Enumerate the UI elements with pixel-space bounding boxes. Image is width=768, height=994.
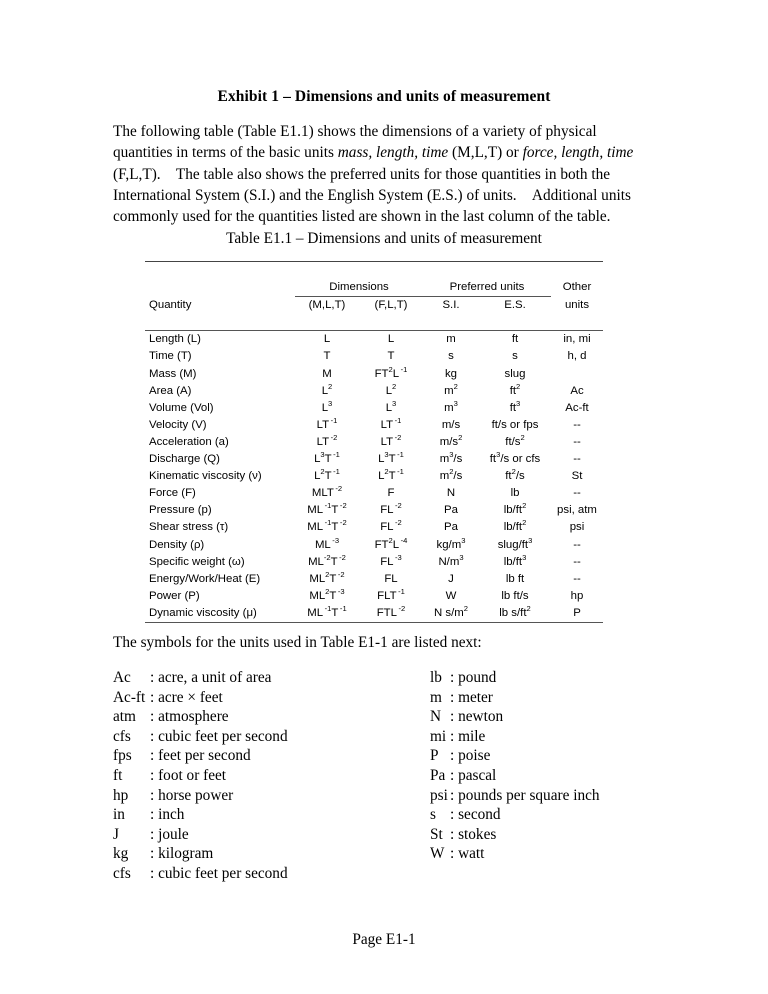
table-row xyxy=(145,400,603,417)
cell-other-units: Ac-ft xyxy=(565,401,589,414)
cell-quantity: Velocity (V) xyxy=(149,418,207,431)
symbol-list-item xyxy=(430,844,600,864)
symbol-definition: : atmosphere xyxy=(150,707,229,727)
cell-dimension-flt: FTL $^{-2}$ xyxy=(376,604,406,619)
header-other-units-line1: Other xyxy=(562,281,592,294)
table-row xyxy=(145,331,603,349)
table-row xyxy=(145,605,603,623)
exponent: -2 xyxy=(394,433,402,443)
table-row xyxy=(145,348,603,365)
table-row xyxy=(145,502,603,519)
symbol-definition: : inch xyxy=(150,805,184,825)
symbol-list-item xyxy=(113,805,288,825)
header-si: S.I. xyxy=(442,298,460,311)
exponent: 3 xyxy=(461,535,466,545)
cell-unit-es: $lb/ft^2$ xyxy=(503,501,527,517)
exponent: 2 xyxy=(328,381,333,391)
cell-dimension-mlt: $L^2T$ $^{-1}$ xyxy=(314,467,340,483)
symbol-list-item xyxy=(113,746,288,766)
cell-quantity: Energy/Work/Heat (E) xyxy=(149,572,261,585)
table-header xyxy=(145,262,603,331)
exponent: 2 xyxy=(463,604,468,614)
cell-dimension-mlt: $ML^{-2}T$ $^{-2}$ xyxy=(308,552,346,568)
symbol-definition: : stokes xyxy=(450,825,496,845)
cell-quantity: Discharge (Q) xyxy=(149,453,220,466)
cell-dimension-flt: T xyxy=(387,350,395,363)
exponent: 2 xyxy=(522,501,527,511)
header-other-units-line2: units xyxy=(564,298,590,311)
table-body xyxy=(145,331,603,623)
symbol-list-item xyxy=(113,864,288,884)
cell-dimension-flt: FL $^{-3}$ xyxy=(380,552,402,568)
dimensions-table xyxy=(145,261,603,640)
symbol-key: N xyxy=(430,708,442,726)
exponent: -2 xyxy=(323,552,331,562)
symbol-key: cfs xyxy=(113,727,131,745)
cell-unit-es: slug/$ft^3$ xyxy=(497,535,533,551)
exponent: 3 xyxy=(528,535,533,545)
cell-other-units: P xyxy=(573,606,581,619)
cell-other-units: -- xyxy=(573,453,581,466)
header-es: E.S. xyxy=(504,298,526,311)
page-title: Exhibit 1 – Dimensions and units of measurement xyxy=(217,88,551,105)
symbol-list-item xyxy=(430,766,600,786)
symbol-list-item xyxy=(430,786,600,806)
cell-dimension-mlt: ML $^{-3}$ xyxy=(314,535,340,551)
symbol-list-item xyxy=(113,844,288,864)
exponent: 2 xyxy=(388,535,393,545)
exponent: -1 xyxy=(394,416,402,426)
cell-dimension-flt: L xyxy=(387,333,395,346)
exponent: 3 xyxy=(522,552,527,562)
cell-quantity: Dynamic viscosity (μ) xyxy=(149,606,257,619)
header-preferred-units: Preferred units xyxy=(423,279,551,297)
exponent: -1 xyxy=(324,501,332,511)
symbol-definition: : pound xyxy=(450,668,496,688)
table-row xyxy=(145,537,603,554)
symbol-definition: : kilogram xyxy=(150,844,213,864)
table-row xyxy=(145,451,603,468)
cell-other-units: in, mi xyxy=(563,333,591,346)
cell-dimension-mlt: $ML^2T$ $^{-3}$ xyxy=(309,586,345,602)
intro-text-2: (M,L,T) or xyxy=(448,144,523,162)
symbol-key: atm xyxy=(113,708,136,726)
cell-unit-es: $ft/s^2$ xyxy=(505,433,525,448)
symbol-definition: : cubic feet per second xyxy=(150,727,288,747)
intro-italic-mlt: mass, length, time xyxy=(337,144,449,162)
symbol-key: fps xyxy=(113,747,132,765)
symbol-key: P xyxy=(430,747,439,765)
symbols-list-left xyxy=(113,668,288,884)
symbol-definition: : second xyxy=(450,805,501,825)
symbol-definition: : pounds per square inch xyxy=(450,786,600,806)
symbol-key: ft xyxy=(113,766,123,784)
cell-other-units: Ac xyxy=(570,384,584,397)
cell-quantity: Time (T) xyxy=(149,350,192,363)
cell-unit-si: Pa xyxy=(444,504,458,517)
cell-unit-si: kg xyxy=(444,367,458,380)
symbol-list-item xyxy=(430,707,600,727)
table-row xyxy=(145,468,603,485)
exponent: 3 xyxy=(384,450,389,460)
exponent: 3 xyxy=(320,450,325,460)
exponent: 2 xyxy=(516,381,521,391)
cell-unit-es: $ft^3$ xyxy=(509,398,521,414)
cell-other-units: -- xyxy=(573,487,581,500)
header-mlt: (M,L,T) xyxy=(308,298,346,311)
intro-text-1: The following table (Table E1.1) shows the dimensions of a variety of physical quantities in terms of the basic units xyxy=(113,123,597,162)
table-row xyxy=(145,588,603,605)
symbol-key: lb xyxy=(430,669,442,686)
symbol-key: W xyxy=(430,845,445,863)
table-row xyxy=(145,434,603,451)
cell-quantity: Area (A) xyxy=(149,384,192,397)
exponent: 3 xyxy=(459,552,464,562)
symbol-list-item xyxy=(113,688,288,708)
symbol-definition: : meter xyxy=(450,688,493,708)
symbol-key: cfs xyxy=(113,864,131,882)
symbol-definition: : foot or feet xyxy=(150,766,226,786)
cell-unit-si: m xyxy=(446,333,456,346)
symbol-list-item xyxy=(113,727,288,747)
table-header-rule xyxy=(145,314,603,331)
table-row xyxy=(145,485,603,502)
cell-dimension-mlt: ML $^{-1}$T $^{-2}$ xyxy=(307,501,347,517)
header-flt: (F,L,T) xyxy=(374,298,408,311)
symbol-key: m xyxy=(430,688,442,706)
cell-quantity: Kinematic viscosity (ν) xyxy=(149,470,262,483)
intro-paragraph xyxy=(113,121,658,227)
symbol-key: mi xyxy=(430,727,447,745)
symbol-key: hp xyxy=(113,786,129,804)
symbol-list-item xyxy=(430,688,600,708)
symbol-key: St xyxy=(430,825,443,843)
exponent: -1 xyxy=(333,450,340,460)
exponent: 2 xyxy=(522,518,527,528)
symbol-definition: : feet per second xyxy=(150,746,251,766)
intro-italic-flt: force, length, time xyxy=(522,144,634,162)
exponent: -1 xyxy=(397,450,404,460)
symbol-list-item xyxy=(113,786,288,806)
exponent: -2 xyxy=(337,569,345,579)
cell-unit-si: $kg/m^3$ xyxy=(436,535,466,551)
exponent: -3 xyxy=(395,552,402,562)
cell-other-units: -- xyxy=(573,418,581,431)
symbol-key: Ac xyxy=(113,669,131,686)
table-row xyxy=(145,519,603,536)
exponent: -1 xyxy=(333,467,340,477)
symbol-list-item xyxy=(113,707,288,727)
cell-dimension-mlt: $L^3T$ $^{-1}$ xyxy=(314,450,340,466)
cell-dimension-mlt: ML $^{-1}$T $^{-2}$ xyxy=(307,518,347,534)
table-group-header-row xyxy=(145,279,603,297)
cell-dimension-mlt: LT $^{-1}$ xyxy=(316,416,338,431)
exponent: 2 xyxy=(384,467,389,477)
cell-unit-es: lb xyxy=(510,487,520,500)
intro-text-3: (F,L,T). The table also shows the preferred units for those quantities in both the International System (S.I.) and the English System (E.S.) of units. Additional units commonly used for the quantities listed are shown in the last column of the table. xyxy=(113,165,631,226)
symbol-key: Pa xyxy=(430,766,446,784)
exponent: -2 xyxy=(395,501,402,511)
cell-dimension-flt: FL xyxy=(384,572,398,585)
cell-unit-es: lb $s/ft^2$ xyxy=(499,604,531,619)
symbol-key: kg xyxy=(113,845,129,863)
symbol-definition: : joule xyxy=(150,825,189,845)
cell-quantity: Pressure (p) xyxy=(149,504,212,517)
cell-dimension-mlt: MLT $^{-2}$ xyxy=(311,484,343,500)
exponent: 2 xyxy=(325,586,330,596)
cell-unit-si: $m^2/s$ xyxy=(439,467,463,483)
symbol-definition: : acre, a unit of area xyxy=(150,668,271,688)
exponent: -3 xyxy=(337,586,345,596)
cell-quantity: Mass (M) xyxy=(149,367,197,380)
exponent: 2 xyxy=(520,433,525,443)
cell-unit-si: J xyxy=(448,572,454,585)
header-quantity: Quantity xyxy=(149,298,192,311)
cell-dimension-flt: F xyxy=(387,487,395,500)
cell-dimension-flt: $FT^2L$ $^{-4}$ xyxy=(374,535,408,551)
exponent: 3 xyxy=(328,398,333,408)
exponent: -2 xyxy=(398,604,406,614)
cell-dimension-flt: $FT^2L$ $^{-1}$ xyxy=(374,364,408,380)
symbol-key: s xyxy=(430,806,436,824)
cell-other-units: psi, atm xyxy=(557,504,597,517)
cell-unit-es: $ft^2/s$ xyxy=(505,467,525,483)
page-footer: Page E1-1 xyxy=(352,931,416,948)
cell-quantity: Volume (Vol) xyxy=(149,401,214,414)
cell-unit-si: s xyxy=(448,350,454,363)
symbol-list-item xyxy=(430,727,600,747)
symbol-definition: : pascal xyxy=(450,766,496,786)
cell-unit-es: $lb/ft^3$ xyxy=(503,552,527,568)
cell-dimension-flt: $L^2T$ $^{-1}$ xyxy=(378,467,404,483)
exponent: -1 xyxy=(397,467,404,477)
cell-unit-si: N $s/m^2$ xyxy=(434,604,468,619)
symbol-definition: : newton xyxy=(450,707,503,727)
cell-unit-es: lb ft/s xyxy=(501,589,529,602)
exponent: 3 xyxy=(496,450,501,460)
cell-unit-si: $m/s^2$ xyxy=(439,433,463,448)
symbols-list-right xyxy=(430,668,600,864)
cell-other-units: -- xyxy=(573,555,581,568)
cell-unit-es: $ft^3/s$ or cfs xyxy=(489,450,541,466)
cell-dimension-mlt: $L^3$ xyxy=(321,398,333,414)
exponent: -2 xyxy=(339,552,346,562)
exponent: 2 xyxy=(526,604,531,614)
exponent: 3 xyxy=(392,398,397,408)
exponent: -1 xyxy=(339,604,347,614)
exponent: -2 xyxy=(339,501,347,511)
cell-other-units: h, d xyxy=(567,350,587,363)
cell-dimension-mlt: T xyxy=(323,350,331,363)
exponent: -1 xyxy=(398,586,405,596)
table-row xyxy=(145,383,603,400)
exponent: -3 xyxy=(332,535,340,545)
exponent: 3 xyxy=(449,450,454,460)
exponent: -2 xyxy=(335,484,343,494)
cell-other-units: hp xyxy=(570,589,584,602)
cell-quantity: Density (ρ) xyxy=(149,538,205,551)
symbol-key: in xyxy=(113,806,125,824)
cell-dimension-mlt: $ML^2T$ $^{-2}$ xyxy=(309,569,345,585)
exponent: -2 xyxy=(395,518,402,528)
cell-quantity: Acceleration (a) xyxy=(149,435,229,448)
cell-other-units xyxy=(551,366,603,383)
symbol-key: psi xyxy=(430,786,448,804)
exponent: -4 xyxy=(400,535,408,545)
exponent: -2 xyxy=(339,518,347,528)
dimensions-table-wrapper xyxy=(145,261,603,640)
cell-dimension-mlt: ML $^{-1}$T $^{-1}$ xyxy=(307,604,347,619)
cell-unit-si: $N/m^3$ xyxy=(438,552,464,568)
symbol-definition: : watt xyxy=(450,844,484,864)
table-row xyxy=(145,366,603,383)
cell-quantity: Length (L) xyxy=(149,333,201,346)
cell-dimension-mlt: L xyxy=(323,333,331,346)
exponent: -1 xyxy=(400,364,408,374)
cell-dimension-flt: LT $^{-2}$ xyxy=(380,433,402,448)
exponent: 3 xyxy=(453,398,458,408)
cell-quantity: Power (P) xyxy=(149,589,200,602)
cell-other-units: -- xyxy=(573,538,581,551)
cell-unit-es: lb ft xyxy=(505,572,525,585)
cell-unit-es: ft xyxy=(511,333,519,346)
cell-unit-es: $lb/ft^2$ xyxy=(503,518,527,534)
exponent: 2 xyxy=(453,381,458,391)
cell-dimension-flt: FLT $^{-1}$ xyxy=(377,586,405,602)
cell-unit-es: slug xyxy=(504,367,526,380)
cell-dimension-flt: FL $^{-2}$ xyxy=(380,501,402,517)
symbol-list-item xyxy=(113,668,288,688)
cell-unit-si: Pa xyxy=(444,521,458,534)
exponent: 2 xyxy=(388,364,393,374)
symbol-list-item xyxy=(430,746,600,766)
table-row xyxy=(145,554,603,571)
cell-quantity: Specific weight (ω) xyxy=(149,555,245,568)
cell-unit-si: $m^3$ xyxy=(444,398,458,414)
cell-unit-es: ft/s or fps xyxy=(491,418,539,431)
symbol-key: J xyxy=(113,825,119,843)
exponent: -1 xyxy=(330,416,338,426)
cell-other-units: St xyxy=(571,470,583,483)
cell-quantity: Force (F) xyxy=(149,487,196,500)
cell-unit-si: m/s xyxy=(441,418,461,431)
exponent: 2 xyxy=(320,467,325,477)
cell-dimension-flt: FL $^{-2}$ xyxy=(380,518,402,534)
exponent: -1 xyxy=(324,604,332,614)
symbol-list-item xyxy=(430,825,600,845)
exponent: -2 xyxy=(330,433,338,443)
header-dimensions: Dimensions xyxy=(295,279,423,297)
cell-other-units: -- xyxy=(573,435,581,448)
symbol-list-item xyxy=(113,825,288,845)
cell-dimension-mlt: M xyxy=(322,367,332,380)
table-top-rule xyxy=(145,262,603,279)
cell-unit-si: N xyxy=(446,487,456,500)
cell-other-units: -- xyxy=(573,572,581,585)
exponent: 2 xyxy=(449,467,454,477)
symbol-definition: : horse power xyxy=(150,786,233,806)
cell-dimension-mlt: $L^2$ xyxy=(321,381,333,397)
cell-dimension-flt: $L^3T$ $^{-1}$ xyxy=(378,450,404,466)
symbols-intro: The symbols for the units used in Table E1-1 are listed next: xyxy=(113,634,482,651)
table-row xyxy=(145,417,603,434)
symbol-list-item xyxy=(430,668,600,688)
symbol-list-item xyxy=(430,805,600,825)
exponent: -1 xyxy=(324,518,332,528)
cell-dimension-mlt: LT $^{-2}$ xyxy=(316,433,338,448)
cell-dimension-flt: $L^3$ xyxy=(385,398,397,414)
table-row xyxy=(145,571,603,588)
exponent: 2 xyxy=(325,569,330,579)
symbol-definition: : cubic feet per second xyxy=(150,864,288,884)
exponent: 2 xyxy=(511,467,516,477)
exponent: 2 xyxy=(392,381,397,391)
symbol-key: Ac-ft xyxy=(113,688,146,706)
exponent: 2 xyxy=(458,433,463,443)
cell-unit-es: s xyxy=(512,350,518,363)
cell-dimension-flt: $L^2$ xyxy=(385,381,397,397)
table-caption: Table E1.1 – Dimensions and units of measurement xyxy=(226,230,542,247)
cell-other-units: psi xyxy=(569,521,585,534)
cell-unit-si: W xyxy=(445,589,457,602)
header-quantity-spacer xyxy=(145,279,295,297)
cell-quantity: Shear stress (τ) xyxy=(149,521,229,534)
cell-dimension-flt: LT $^{-1}$ xyxy=(380,416,402,431)
cell-unit-si: $m^2$ xyxy=(444,381,458,397)
cell-unit-es: $ft^2$ xyxy=(509,381,521,397)
symbol-list-item xyxy=(113,766,288,786)
table-sub-header-row xyxy=(145,296,603,314)
cell-unit-si: $m^3/s$ xyxy=(439,450,463,466)
symbol-definition: : poise xyxy=(450,746,490,766)
symbol-definition: : mile xyxy=(450,727,485,747)
symbol-definition: : acre × feet xyxy=(150,688,223,708)
exponent: 3 xyxy=(516,398,521,408)
